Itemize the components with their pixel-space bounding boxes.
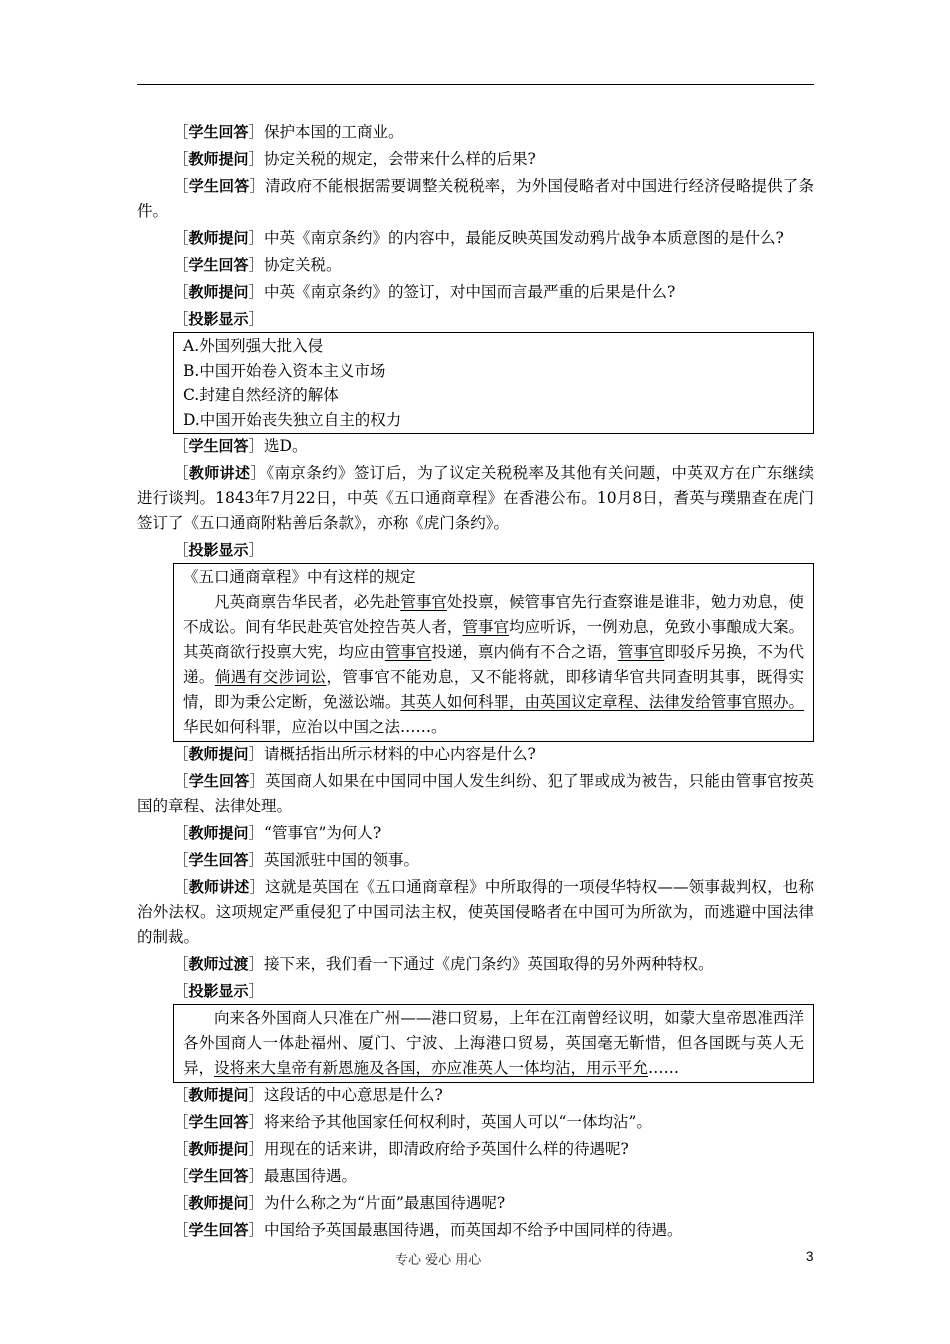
options-box: [173, 332, 814, 434]
dialogue-line: ［教师提问］用现在的话来讲，即清政府给予英国什么样的待遇呢?: [173, 1140, 629, 1158]
dialogue-line: ［教师过渡］接下来，我们看一下通过《虎门条约》英国取得的另外两种特权。: [173, 955, 714, 973]
document-body: [137, 120, 814, 1245]
dialogue-line: ［学生回答］保护本国的工商业。: [173, 123, 404, 141]
humen-excerpt-box: [173, 1004, 814, 1083]
dialogue-line: ［学生回答］最惠国待遇。: [173, 1167, 358, 1185]
page-number: 3: [806, 1249, 814, 1264]
dialogue-line: ［教师提问］为什么称之为“片面”最惠国待遇呢?: [173, 1194, 506, 1212]
projection-label: ［投影显示］: [173, 310, 265, 328]
dialogue-line: ［教师提问］协定关税的规定，会带来什么样的后果?: [173, 150, 536, 168]
excerpt-text: 向来各外国商人只准在广州——港口贸易，上年在江南曾经议明，如蒙大皇帝恩准西洋各外国商人一体赴福州、厦门、宁波、上海港口贸易，英国毫无靳惜，但各国既与英人无异，设将来大皇帝有新恩施及各国，亦应准英人一体均沾，用示平允……: [183, 1009, 804, 1077]
dialogue-line: ［教师提问］这段话的中心意思是什么?: [173, 1086, 443, 1104]
option-d: D.中国开始丧失独立自主的权力: [183, 410, 402, 429]
dialogue-line: ［教师提问］“管事官”为何人?: [173, 824, 382, 842]
dialogue-line: ［学生回答］清政府不能根据需要调整关税税率，为外国侵略者对中国进行经济侵略提供了条件。: [137, 177, 814, 220]
dialogue-line: ［教师提问］中英《南京条约》的内容中，最能反映英国发动鸦片战争本质意图的是什么?: [173, 229, 784, 247]
projection-label: ［投影显示］: [173, 982, 265, 1000]
option-c: C.封建自然经济的解体: [183, 386, 339, 404]
dialogue-line: ［学生回答］将来给予其他国家任何权利时，英国人可以“一体均沾”。: [173, 1113, 652, 1131]
dialogue-line: ［学生回答］英国商人如果在中国同中国人发生纠纷、犯了罪或成为被告，只能由管事官按英国的章程、法律处理。: [137, 772, 814, 815]
excerpt-intro: 《五口通商章程》中有这样的规定: [183, 568, 416, 586]
dialogue-line: ［学生回答］英国派驻中国的领事。: [173, 851, 420, 869]
dialogue-line: ［学生回答］中国给予英国最惠国待遇，而英国却不给予中国同样的待遇。: [173, 1221, 683, 1239]
dialogue-line: ［教师提问］中英《南京条约》的签订，对中国而言最严重的后果是什么?: [173, 283, 676, 301]
projection-label: ［投影显示］: [173, 541, 265, 559]
treaty-excerpt-box: [173, 563, 814, 742]
dialogue-line: ［学生回答］协定关税。: [173, 256, 342, 274]
excerpt-text: 凡英商禀告华民者，必先赴管事官处投禀，候管事官先行查察谁是谁非，勉力劝息，使不成讼。间有华民赴英官处控告英人者，管事官均应听诉，一例劝息，免致小事酿成大案。其英商欲行投禀大宪，均应由管事官投递，禀内倘有不合之语，管事官即驳斥另换，不为代递。倘遇有交涉词讼，管事官不能劝息，又不能将就，即移请华官共同查明其事，既得实情，即为秉公定断，免滋讼端。其英人如何科罪，由英国议定章程、法律发给管事官照办。华民如何科罪，应治以中国之法……。: [183, 593, 804, 736]
option-b: B.中国开始卷入资本主义市场: [183, 361, 386, 380]
option-a: A.外国列强大批入侵: [183, 337, 324, 355]
dialogue-line: ［教师讲述］《南京条约》签订后，为了议定关税税率及其他有关问题，中英双方在广东继续进行谈判。1843年7月22日，中英《五口通商章程》在香港公布。10月8日，耆英与璞鼎查在虎门签订了《五口通商附粘善后条款》，亦称《虎门条约》。: [137, 464, 814, 532]
footer-motto: 专心 爱心 用心: [395, 1253, 482, 1268]
dialogue-line: ［教师提问］请概括指出所示材料的中心内容是什么?: [173, 745, 536, 763]
header-rule: [137, 84, 814, 85]
dialogue-line: ［学生回答］选D。: [173, 437, 308, 455]
dialogue-line: ［教师讲述］这就是英国在《五口通商章程》中所取得的一项侵华特权——领事裁判权，也称治外法权。这项规定严重侵犯了中国司法主权，使英国侵略者在中国可为所欲为，而逃避中国法律的制裁。: [137, 878, 814, 946]
